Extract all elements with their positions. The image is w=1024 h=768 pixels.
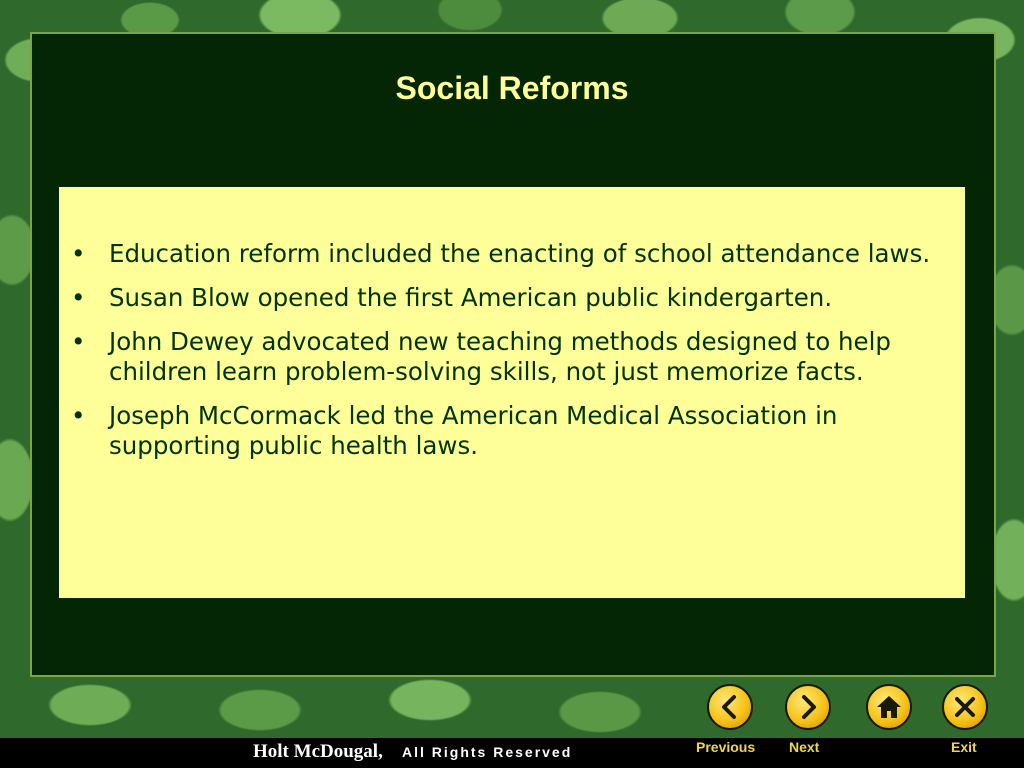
chevron-left-icon — [715, 692, 745, 722]
exit-button[interactable] — [942, 684, 988, 730]
bullet-icon: • — [71, 239, 86, 268]
chevron-right-icon — [793, 692, 823, 722]
exit-label[interactable]: Exit — [951, 739, 977, 755]
bullet-icon: • — [71, 401, 86, 430]
content-box — [59, 187, 965, 598]
slide-title: Social Reforms — [395, 70, 629, 106]
bullet-text: John Dewey advocated new teaching methods designed to help children learn problem-solving skills, not just memorize facts. — [109, 327, 891, 386]
previous-label[interactable]: Previous — [696, 739, 756, 755]
bullet-text: Education reform included the enacting of school attendance laws. — [109, 239, 931, 268]
home-button[interactable] — [866, 684, 912, 730]
home-icon — [874, 692, 904, 722]
bullet-list — [71, 239, 951, 461]
list-item — [71, 401, 951, 461]
list-item — [71, 239, 951, 269]
next-label[interactable]: Next — [789, 739, 820, 755]
footer-bar — [0, 738, 1024, 768]
bullet-icon: • — [71, 327, 86, 356]
bullet-icon: • — [71, 283, 86, 312]
bullet-text: Joseph McCormack led the American Medical Association in supporting public health laws. — [109, 401, 838, 460]
previous-button[interactable] — [707, 684, 753, 730]
rights-text: All Rights Reserved — [402, 744, 573, 760]
copyright-text: Holt McDougal, — [253, 741, 383, 762]
list-item — [71, 283, 951, 313]
bullet-text: Susan Blow opened the first American public kindergarten. — [109, 283, 833, 312]
close-icon — [950, 692, 980, 722]
list-item — [71, 327, 951, 387]
next-button[interactable] — [785, 684, 831, 730]
